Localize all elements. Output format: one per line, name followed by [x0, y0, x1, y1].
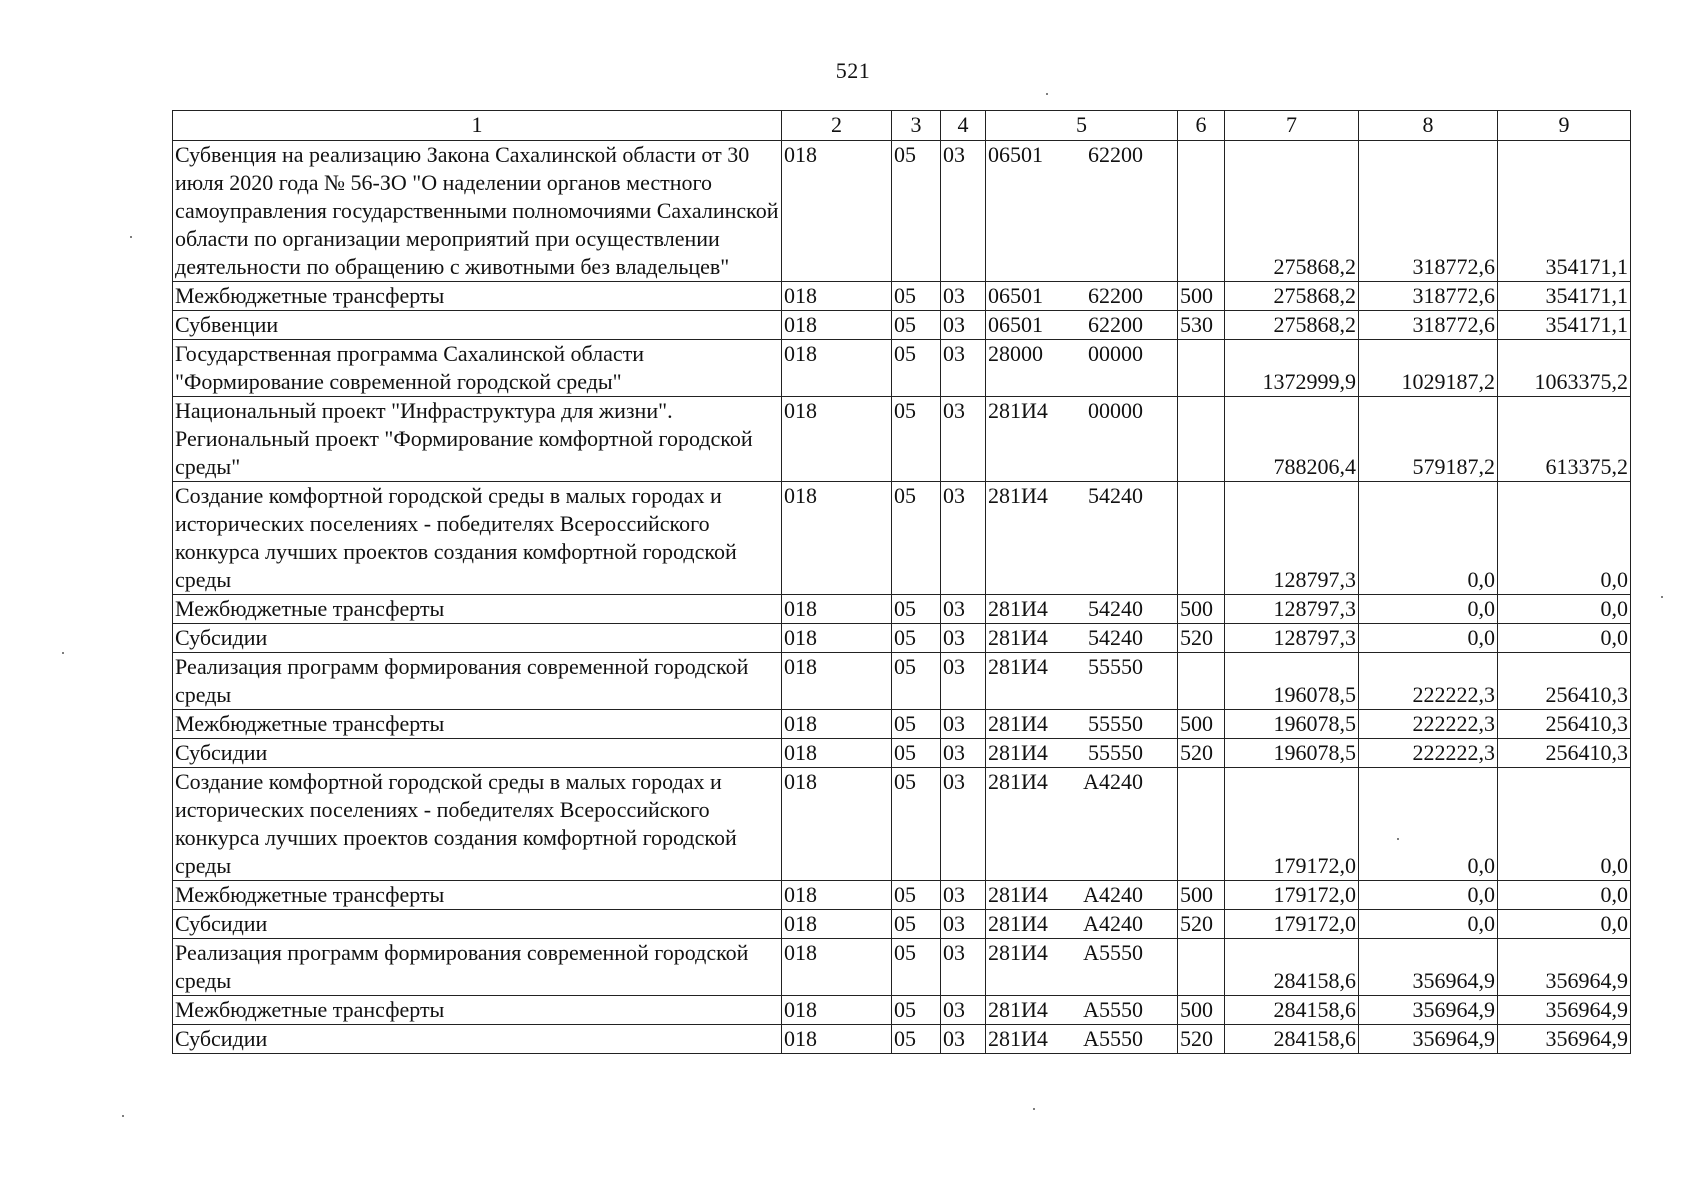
header-cell: 9 [1498, 111, 1631, 141]
grbs-cell: 018 [782, 996, 892, 1025]
target-article-cell [986, 1025, 1178, 1054]
table-row [173, 739, 1631, 768]
amount-col7-cell: 275868,2 [1225, 141, 1359, 282]
target-article-direction-code: 55550 [1088, 740, 1143, 765]
target-article-code [986, 881, 1177, 909]
target-article-code [986, 1025, 1177, 1053]
row-name-cell: Создание комфортной городской среды в малых городах и исторических поселениях - победителях Всероссийского конкурса лучших проектов создания комфортной городской среды [173, 768, 782, 881]
target-article-program-code: 281И4 [988, 1026, 1048, 1051]
amount-col9-cell: 256410,3 [1498, 739, 1631, 768]
target-article-program-code: 281И4 [988, 769, 1048, 794]
expense-type-cell [1178, 653, 1225, 710]
target-article-program-code: 281И4 [988, 654, 1048, 679]
target-article-direction-code: А5550 [1083, 1026, 1143, 1051]
table-row [173, 1025, 1631, 1054]
header-cell: 1 [173, 111, 782, 141]
target-article-direction-code: 55550 [1088, 654, 1143, 679]
table-row [173, 397, 1631, 482]
target-article-code [986, 282, 1177, 310]
grbs-cell: 018 [782, 624, 892, 653]
header-cell: 7 [1225, 111, 1359, 141]
row-name-cell: Создание комфортной городской среды в малых городах и исторических поселениях - победителях Всероссийского конкурса лучших проектов создания комфортной городской среды [173, 482, 782, 595]
section-cell: 05 [892, 910, 941, 939]
amount-col9-cell: 356964,9 [1498, 1025, 1631, 1054]
amount-col8-cell: 0,0 [1359, 624, 1498, 653]
grbs-cell: 018 [782, 881, 892, 910]
target-article-cell [986, 910, 1178, 939]
target-article-direction-code: А5550 [1083, 997, 1143, 1022]
amount-col8-cell: 356964,9 [1359, 1025, 1498, 1054]
amount-col7-cell: 196078,5 [1225, 710, 1359, 739]
grbs-cell: 018 [782, 397, 892, 482]
amount-col9-cell: 0,0 [1498, 624, 1631, 653]
target-article-cell [986, 282, 1178, 311]
amount-col8-cell: 356964,9 [1359, 939, 1498, 996]
expense-type-cell: 520 [1178, 739, 1225, 768]
target-article-code [986, 141, 1177, 169]
subsection-cell: 03 [941, 595, 986, 624]
target-article-cell [986, 311, 1178, 340]
scan-speck [1033, 1108, 1035, 1110]
header-row [173, 111, 1631, 141]
row-name-cell: Реализация программ формирования современной городской среды [173, 939, 782, 996]
section-cell: 05 [892, 996, 941, 1025]
section-cell: 05 [892, 340, 941, 397]
target-article-code [986, 595, 1177, 623]
grbs-cell: 018 [782, 595, 892, 624]
expense-type-cell: 530 [1178, 311, 1225, 340]
row-name-cell: Субсидии [173, 624, 782, 653]
page-number: 521 [835, 58, 871, 83]
amount-col8-cell: 1029187,2 [1359, 340, 1498, 397]
amount-col9-cell: 256410,3 [1498, 710, 1631, 739]
target-article-direction-code: 54240 [1088, 483, 1143, 508]
subsection-cell: 03 [941, 340, 986, 397]
amount-col7-cell: 275868,2 [1225, 282, 1359, 311]
section-cell: 05 [892, 1025, 941, 1054]
target-article-cell [986, 482, 1178, 595]
table-row [173, 910, 1631, 939]
row-name-cell: Межбюджетные трансферты [173, 881, 782, 910]
target-article-direction-code: А4240 [1083, 911, 1143, 936]
section-cell: 05 [892, 881, 941, 910]
target-article-program-code: 28000 [988, 341, 1043, 366]
table-row [173, 881, 1631, 910]
amount-col9-cell: 354171,1 [1498, 141, 1631, 282]
amount-col7-cell: 275868,2 [1225, 311, 1359, 340]
grbs-cell: 018 [782, 710, 892, 739]
subsection-cell: 03 [941, 768, 986, 881]
target-article-cell [986, 939, 1178, 996]
scan-speck [1661, 596, 1663, 598]
target-article-code [986, 739, 1177, 767]
table-row [173, 624, 1631, 653]
grbs-cell: 018 [782, 910, 892, 939]
amount-col8-cell: 222222,3 [1359, 739, 1498, 768]
target-article-program-code: 06501 [988, 283, 1043, 308]
amount-col9-cell: 0,0 [1498, 482, 1631, 595]
table-row [173, 311, 1631, 340]
subsection-cell: 03 [941, 996, 986, 1025]
target-article-program-code: 281И4 [988, 940, 1048, 965]
subsection-cell: 03 [941, 939, 986, 996]
target-article-program-code: 281И4 [988, 625, 1048, 650]
table-row [173, 282, 1631, 311]
amount-col8-cell: 318772,6 [1359, 141, 1498, 282]
amount-col9-cell: 256410,3 [1498, 653, 1631, 710]
amount-col8-cell: 222222,3 [1359, 653, 1498, 710]
section-cell: 05 [892, 311, 941, 340]
amount-col8-cell: 0,0 [1359, 910, 1498, 939]
section-cell: 05 [892, 939, 941, 996]
expense-type-cell: 520 [1178, 624, 1225, 653]
expense-type-cell [1178, 141, 1225, 282]
grbs-cell: 018 [782, 653, 892, 710]
target-article-code [986, 996, 1177, 1024]
amount-col9-cell: 613375,2 [1498, 397, 1631, 482]
row-name-cell: Субвенция на реализацию Закона Сахалинской области от 30 июля 2020 года № 56-ЗО "О наделении органов местного самоуправления государственными полномочиями Сахалинской области по организации мероприятий при осуществлении деятельности по обращению с животными без владельцев" [173, 141, 782, 282]
target-article-direction-code: 00000 [1088, 341, 1143, 366]
amount-col7-cell: 128797,3 [1225, 595, 1359, 624]
target-article-cell [986, 397, 1178, 482]
target-article-direction-code: 62200 [1088, 142, 1143, 167]
target-article-cell [986, 595, 1178, 624]
section-cell: 05 [892, 710, 941, 739]
target-article-direction-code: 62200 [1088, 312, 1143, 337]
expense-type-cell [1178, 482, 1225, 595]
amount-col9-cell: 356964,9 [1498, 996, 1631, 1025]
target-article-code [986, 768, 1177, 796]
amount-col7-cell: 128797,3 [1225, 624, 1359, 653]
grbs-cell: 018 [782, 340, 892, 397]
target-article-code [986, 939, 1177, 967]
amount-col8-cell: 579187,2 [1359, 397, 1498, 482]
scan-speck [62, 652, 64, 654]
target-article-program-code: 281И4 [988, 882, 1048, 907]
expense-type-cell: 520 [1178, 1025, 1225, 1054]
amount-col7-cell: 179172,0 [1225, 910, 1359, 939]
target-article-code [986, 910, 1177, 938]
target-article-cell [986, 996, 1178, 1025]
subsection-cell: 03 [941, 910, 986, 939]
header-cell: 8 [1359, 111, 1498, 141]
table-row [173, 141, 1631, 282]
section-cell: 05 [892, 141, 941, 282]
target-article-code [986, 482, 1177, 510]
expense-type-cell: 520 [1178, 910, 1225, 939]
target-article-cell [986, 768, 1178, 881]
amount-col8-cell: 356964,9 [1359, 996, 1498, 1025]
grbs-cell: 018 [782, 311, 892, 340]
header-cell: 6 [1178, 111, 1225, 141]
target-article-direction-code: 62200 [1088, 283, 1143, 308]
amount-col9-cell: 0,0 [1498, 768, 1631, 881]
row-name-cell: Межбюджетные трансферты [173, 595, 782, 624]
target-article-program-code: 281И4 [988, 483, 1048, 508]
section-cell: 05 [892, 282, 941, 311]
table-row [173, 939, 1631, 996]
table-row [173, 595, 1631, 624]
section-cell: 05 [892, 624, 941, 653]
scan-speck [1046, 93, 1048, 95]
subsection-cell: 03 [941, 311, 986, 340]
expense-type-cell [1178, 397, 1225, 482]
scan-speck [130, 236, 132, 238]
amount-col8-cell: 0,0 [1359, 768, 1498, 881]
target-article-program-code: 06501 [988, 312, 1043, 337]
amount-col8-cell: 0,0 [1359, 482, 1498, 595]
target-article-direction-code: А4240 [1083, 769, 1143, 794]
header-cell: 2 [782, 111, 892, 141]
grbs-cell: 018 [782, 282, 892, 311]
table-body [173, 111, 1631, 1054]
amount-col8-cell: 0,0 [1359, 595, 1498, 624]
row-name-cell: Субвенции [173, 311, 782, 340]
subsection-cell: 03 [941, 397, 986, 482]
amount-col9-cell: 0,0 [1498, 881, 1631, 910]
target-article-program-code: 281И4 [988, 596, 1048, 621]
target-article-cell [986, 340, 1178, 397]
section-cell: 05 [892, 768, 941, 881]
subsection-cell: 03 [941, 653, 986, 710]
target-article-program-code: 06501 [988, 142, 1043, 167]
target-article-code [986, 710, 1177, 738]
row-name-cell: Субсидии [173, 739, 782, 768]
section-cell: 05 [892, 397, 941, 482]
table-row [173, 710, 1631, 739]
row-name-cell: Межбюджетные трансферты [173, 282, 782, 311]
row-name-cell: Национальный проект "Инфраструктура для жизни". Региональный проект "Формирование комфортной городской среды" [173, 397, 782, 482]
target-article-code [986, 340, 1177, 368]
section-cell: 05 [892, 595, 941, 624]
amount-col9-cell: 356964,9 [1498, 939, 1631, 996]
target-article-direction-code: 54240 [1088, 625, 1143, 650]
amount-col8-cell: 318772,6 [1359, 282, 1498, 311]
row-name-cell: Субсидии [173, 910, 782, 939]
target-article-direction-code: А4240 [1083, 882, 1143, 907]
expense-type-cell: 500 [1178, 996, 1225, 1025]
target-article-code [986, 397, 1177, 425]
expense-type-cell [1178, 768, 1225, 881]
target-article-program-code: 281И4 [988, 997, 1048, 1022]
table-row [173, 482, 1631, 595]
expense-type-cell: 500 [1178, 595, 1225, 624]
table-row [173, 768, 1631, 881]
target-article-program-code: 281И4 [988, 711, 1048, 736]
amount-col8-cell: 0,0 [1359, 881, 1498, 910]
table-row [173, 653, 1631, 710]
target-article-cell [986, 624, 1178, 653]
row-name-cell: Государственная программа Сахалинской области "Формирование современной городской среды" [173, 340, 782, 397]
target-article-program-code: 281И4 [988, 740, 1048, 765]
target-article-direction-code: 55550 [1088, 711, 1143, 736]
scan-speck [122, 1115, 124, 1117]
amount-col7-cell: 196078,5 [1225, 739, 1359, 768]
grbs-cell: 018 [782, 482, 892, 595]
section-cell: 05 [892, 653, 941, 710]
grbs-cell: 018 [782, 768, 892, 881]
section-cell: 05 [892, 739, 941, 768]
expense-type-cell: 500 [1178, 881, 1225, 910]
grbs-cell: 018 [782, 739, 892, 768]
expense-type-cell: 500 [1178, 282, 1225, 311]
grbs-cell: 018 [782, 141, 892, 282]
row-name-cell: Межбюджетные трансферты [173, 710, 782, 739]
target-article-cell [986, 653, 1178, 710]
target-article-direction-code: А5550 [1083, 940, 1143, 965]
subsection-cell: 03 [941, 624, 986, 653]
expense-type-cell: 500 [1178, 710, 1225, 739]
target-article-program-code: 281И4 [988, 911, 1048, 936]
header-cell: 5 [986, 111, 1178, 141]
row-name-cell: Реализация программ формирования современной городской среды [173, 653, 782, 710]
amount-col9-cell: 354171,1 [1498, 311, 1631, 340]
amount-col7-cell: 788206,4 [1225, 397, 1359, 482]
amount-col7-cell: 1372999,9 [1225, 340, 1359, 397]
amount-col8-cell: 222222,3 [1359, 710, 1498, 739]
table-row [173, 340, 1631, 397]
target-article-direction-code: 00000 [1088, 398, 1143, 423]
row-name-cell: Межбюджетные трансферты [173, 996, 782, 1025]
subsection-cell: 03 [941, 1025, 986, 1054]
section-cell: 05 [892, 482, 941, 595]
subsection-cell: 03 [941, 482, 986, 595]
amount-col7-cell: 284158,6 [1225, 1025, 1359, 1054]
grbs-cell: 018 [782, 939, 892, 996]
amount-col7-cell: 196078,5 [1225, 653, 1359, 710]
target-article-code [986, 311, 1177, 339]
target-article-direction-code: 54240 [1088, 596, 1143, 621]
amount-col7-cell: 128797,3 [1225, 482, 1359, 595]
target-article-cell [986, 739, 1178, 768]
header-cell: 3 [892, 111, 941, 141]
subsection-cell: 03 [941, 282, 986, 311]
amount-col7-cell: 284158,6 [1225, 996, 1359, 1025]
subsection-cell: 03 [941, 710, 986, 739]
expense-type-cell [1178, 939, 1225, 996]
target-article-code [986, 624, 1177, 652]
table-row [173, 996, 1631, 1025]
subsection-cell: 03 [941, 739, 986, 768]
target-article-cell [986, 710, 1178, 739]
row-name-cell: Субсидии [173, 1025, 782, 1054]
amount-col9-cell: 354171,1 [1498, 282, 1631, 311]
header-cell: 4 [941, 111, 986, 141]
target-article-cell [986, 881, 1178, 910]
grbs-cell: 018 [782, 1025, 892, 1054]
amount-col9-cell: 0,0 [1498, 910, 1631, 939]
target-article-program-code: 281И4 [988, 398, 1048, 423]
budget-table [172, 110, 1631, 1054]
amount-col8-cell: 318772,6 [1359, 311, 1498, 340]
expense-type-cell [1178, 340, 1225, 397]
amount-col9-cell: 1063375,2 [1498, 340, 1631, 397]
target-article-code [986, 653, 1177, 681]
subsection-cell: 03 [941, 141, 986, 282]
subsection-cell: 03 [941, 881, 986, 910]
target-article-cell [986, 141, 1178, 282]
amount-col7-cell: 179172,0 [1225, 768, 1359, 881]
amount-col7-cell: 284158,6 [1225, 939, 1359, 996]
amount-col7-cell: 179172,0 [1225, 881, 1359, 910]
amount-col9-cell: 0,0 [1498, 595, 1631, 624]
